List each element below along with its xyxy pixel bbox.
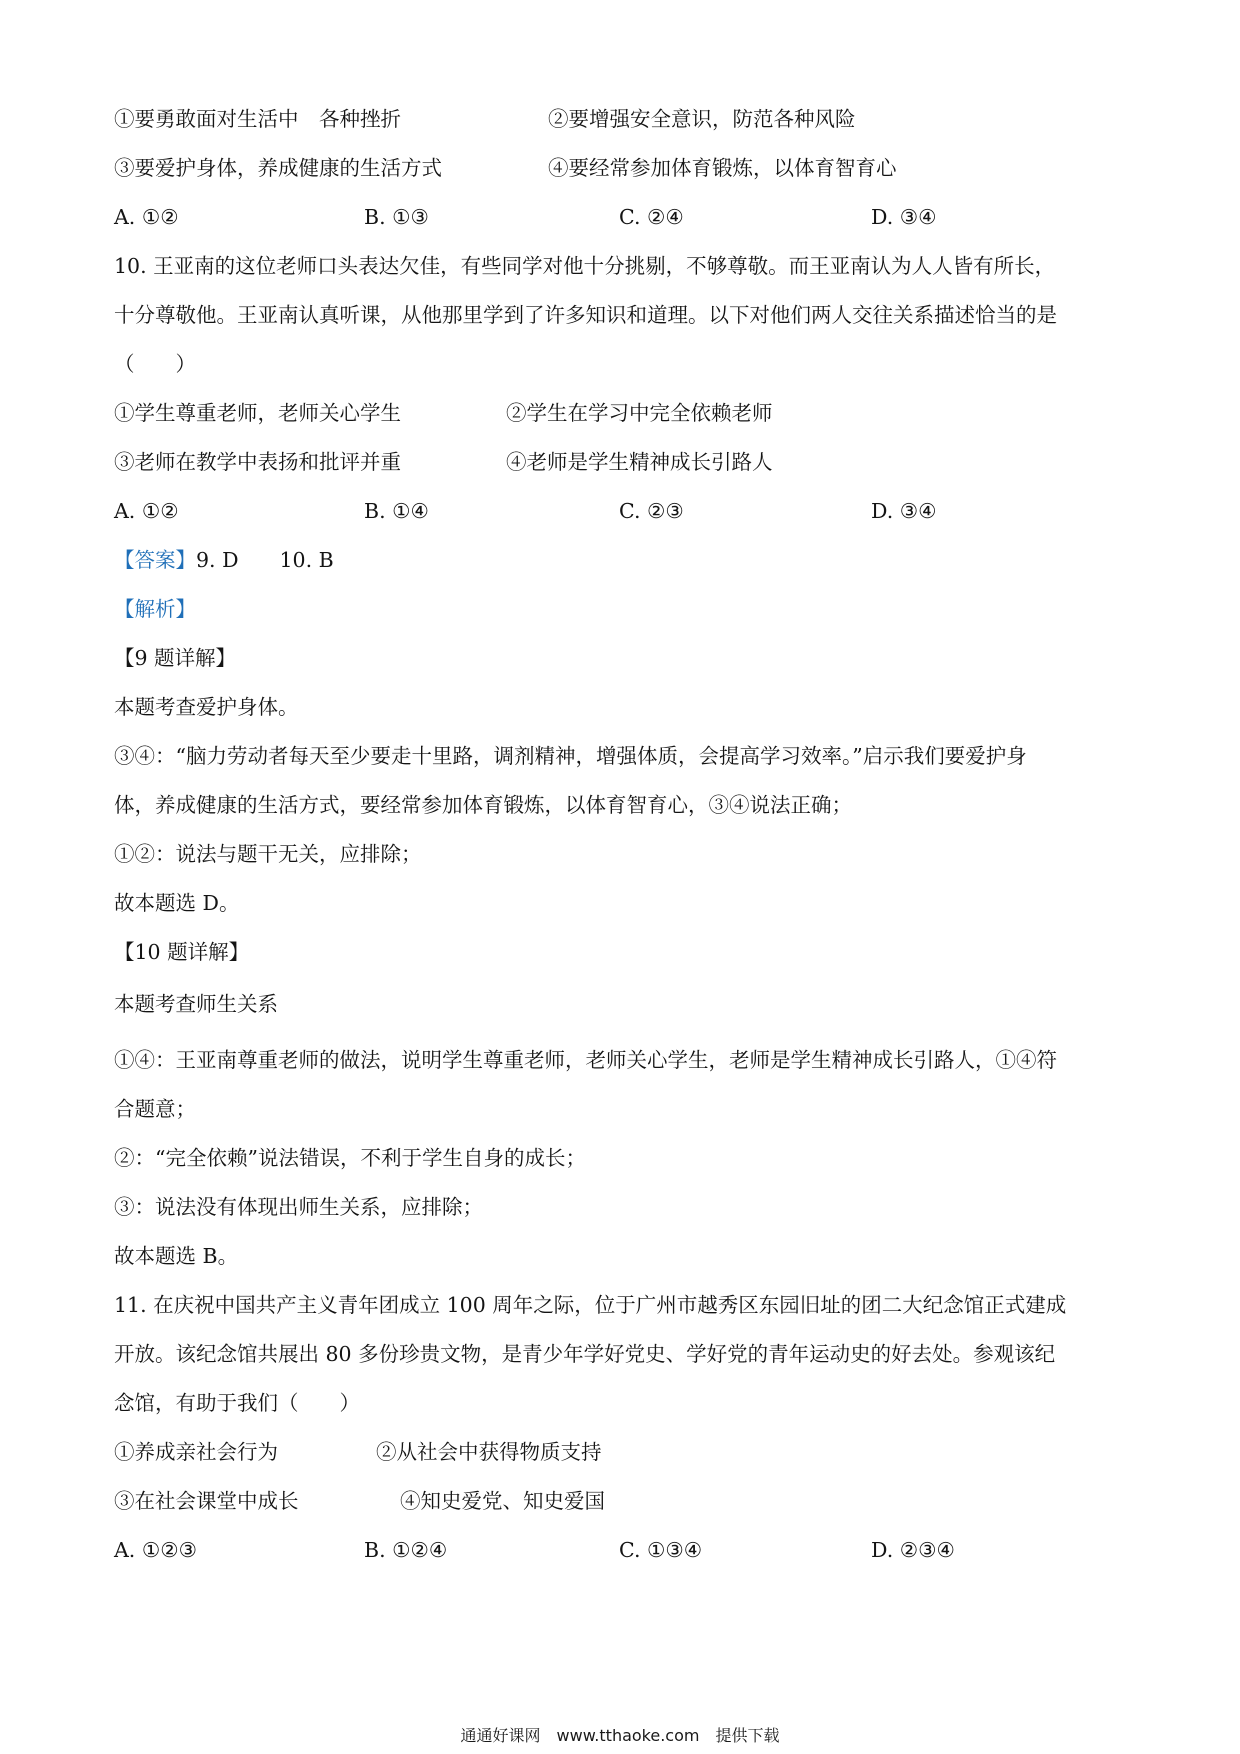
q11-option-4: ④知史爱党、知史爱国 (400, 1489, 605, 1513)
q9-option-4: ④要经常参加体育锻炼，以体育智育心 (548, 156, 897, 180)
answer-label: 【答案】 (114, 548, 196, 572)
detail10-line: 故本题选 B。 (114, 1244, 239, 1268)
q11-stem-line-3: 念馆，有助于我们（ ） (114, 1391, 360, 1415)
q11-choice-b: B. ①②④ (364, 1538, 448, 1562)
q11-stem-line-1: 11. 在庆祝中国共产主义青年团成立 100 周年之际，位于广州市越秀区东园旧址的团二大纪念馆正式建成 (114, 1293, 1067, 1317)
detail9-heading: 【9 题详解】 (114, 646, 237, 670)
q11-choice-d: D. ②③④ (871, 1538, 955, 1562)
q10-option-3: ③老师在教学中表扬和批评并重 (114, 450, 401, 474)
detail10-line: ③：说法没有体现出师生关系，应排除； (114, 1195, 483, 1219)
q10-choice-d: D. ③④ (871, 499, 937, 523)
q11-choice-a: A. ①②③ (114, 1538, 197, 1562)
analysis-label: 【解析】 (114, 597, 196, 621)
detail10-heading: 【10 题详解】 (114, 940, 250, 964)
detail10-line: 本题考查师生关系 (114, 992, 278, 1016)
q10-option-4: ④老师是学生精神成长引路人 (506, 450, 773, 474)
detail9-line: ③④：“脑力劳动者每天至少要走十里路，调剂精神，增强体质，会提高学习效率。”启示我们要爱护身 (114, 744, 1027, 768)
q9-choice-a: A. ①② (114, 205, 179, 229)
q9-choice-b: B. ①③ (364, 205, 429, 229)
q9-option-2: ②要增强安全意识，防范各种风险 (548, 107, 856, 131)
detail9-line: 体，养成健康的生活方式，要经常参加体育锻炼，以体育智育心，③④说法正确； (114, 793, 852, 817)
q10-choice-b: B. ①④ (364, 499, 429, 523)
detail9-line: 故本题选 D。 (114, 891, 240, 915)
detail10-line: ①④：王亚南尊重老师的做法，说明学生尊重老师，老师关心学生，老师是学生精神成长引路人，①④符 (114, 1048, 1057, 1072)
q10-stem-line-2: 十分尊敬他。王亚南认真听课，从他那里学到了许多知识和道理。以下对他们两人交往关系描述恰当的是 (114, 303, 1057, 327)
q11-option-2: ②从社会中获得物质支持 (376, 1440, 602, 1464)
q10-stem-line-3: （ ） (114, 352, 196, 376)
q9-choice-d: D. ③④ (871, 205, 937, 229)
answer-line (114, 544, 334, 576)
q11-stem-line-2: 开放。该纪念馆共展出 80 多份珍贵文物，是青少年学好党史、学好党的青年运动史的好去处。参观该纪 (114, 1342, 1056, 1366)
detail9-line: 本题考查爱护身体。 (114, 695, 299, 719)
detail10-line: 合题意； (114, 1097, 196, 1121)
detail9-line: ①②：说法与题干无关，应排除； (114, 842, 422, 866)
footer-watermark: 通通好课网 www.tthaoke.com 提供下载 (460, 1726, 780, 1745)
q10-stem-line-1: 10. 王亚南的这位老师口头表达欠佳，有些同学对他十分挑剔，不够尊敬。而王亚南认为人人皆有所长， (114, 254, 1056, 278)
q10-choice-a: A. ①② (114, 499, 179, 523)
q11-option-3: ③在社会课堂中成长 (114, 1489, 299, 1513)
q11-option-1: ①养成亲社会行为 (114, 1440, 278, 1464)
detail10-line: ②：“完全依赖”说法错误，不利于学生自身的成长； (114, 1146, 586, 1170)
q10-option-1: ①学生尊重老师，老师关心学生 (114, 401, 401, 425)
q9-choice-c: C. ②④ (619, 205, 684, 229)
q11-choice-c: C. ①③④ (619, 1538, 703, 1562)
q10-choice-c: C. ②③ (619, 499, 684, 523)
q9-option-3: ③要爱护身体，养成健康的生活方式 (114, 156, 442, 180)
q10-option-2: ②学生在学习中完全依赖老师 (506, 401, 773, 425)
q9-option-1: ①要勇敢面对生活中 各种挫折 (114, 107, 401, 131)
answer-text: 9. D 10. B (196, 548, 334, 572)
